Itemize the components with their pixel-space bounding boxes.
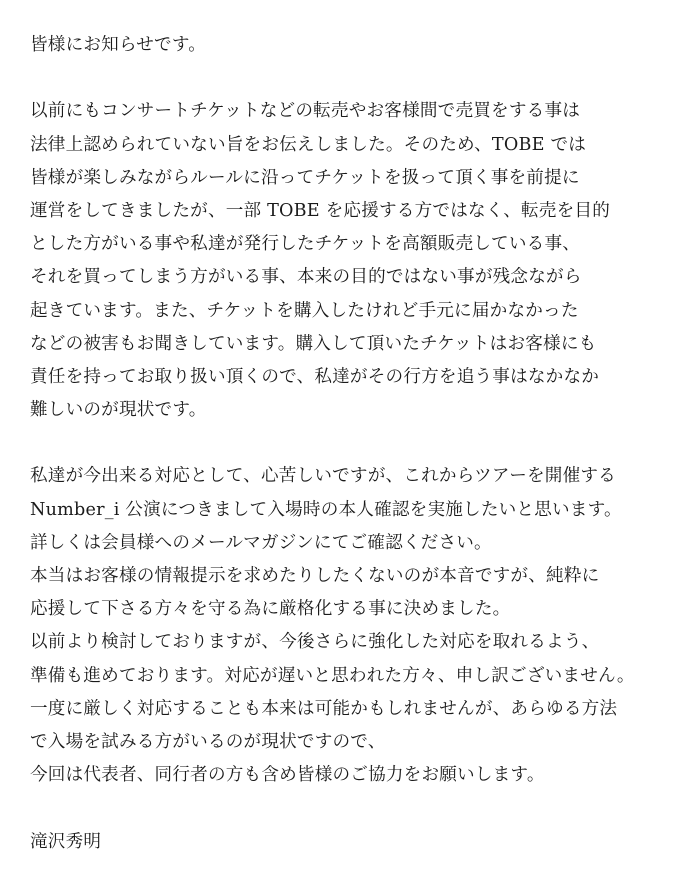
paragraph-line: 難しいのが現状です。 [30, 400, 207, 421]
paragraph-line: 運営をしてきましたが、一部 TOBE を応援する方ではなく、転売を目的 [30, 200, 610, 221]
paragraph-gap [30, 427, 680, 460]
paragraph-line: 今回は代表者、同行者の方も含め皆様のご協力をお願いします。 [30, 765, 545, 786]
paragraph-1 [30, 95, 680, 427]
paragraph-line: Number_i 公演につきまして入場時の本人確認を実施したいと思います。 [30, 499, 622, 520]
paragraph-line: 法律上認められていない旨をお伝えしました。そのため、TOBE では [30, 134, 587, 155]
paragraph-line: 起きています。また、チケットを購入したけれど手元に届かなかった [30, 300, 579, 321]
paragraph-line: 以前より検討しておりますが、今後さらに強化した対応を取れるよう、 [30, 632, 600, 653]
paragraph-line: それを買ってしまう方がいる事、本来の目的ではない事が残念ながら [30, 267, 582, 288]
paragraph-line: 責任を持ってお取り扱い頂くので、私達がその行方を追う事はなかなか [30, 366, 600, 387]
paragraph-line: 一度に厳しく対応することも本来は可能かもしれませんが、あらゆる方法 [30, 698, 618, 719]
paragraph-line: 以前にもコンサートチケットなどの転売やお客様間で売買をする事は [30, 101, 581, 122]
paragraph-line: で入場を試みる方がいるのが現状ですので、 [30, 731, 386, 752]
paragraph-line: とした方がいる事や私達が発行したチケットを高額販売している事、 [30, 234, 581, 255]
paragraph-line: 応援して下さる方々を守る為に厳格化する事に決めました。 [30, 599, 511, 620]
paragraph-line: 私達が今出来る対応として、心苦しいですが、これからツアーを開催する [30, 466, 616, 487]
paragraph-line: 詳しくは会員様へのメールマガジンにてご確認ください。 [30, 532, 492, 553]
paragraph-gap [30, 792, 680, 825]
paragraph-line: などの被害もお聞きしています。購入して頂いたチケットはお客様にも [30, 333, 597, 354]
greeting-line: 皆様にお知らせです。 [30, 35, 207, 55]
paragraph-line: 皆様が楽しみながらルールに沿ってチケットを扱って頂く事を前提に [30, 167, 580, 188]
paragraph-line: 本当はお客様の情報提示を求めたりしたくないのが本音ですが、純粋に [30, 566, 600, 586]
signature: 滝沢秀明 [30, 831, 102, 852]
paragraph-gap [30, 62, 680, 95]
paragraph-2 [30, 460, 680, 792]
paragraph-line: 準備も進めております。対応が遅いと思われた方々、申し訳ございません。 [30, 665, 635, 686]
